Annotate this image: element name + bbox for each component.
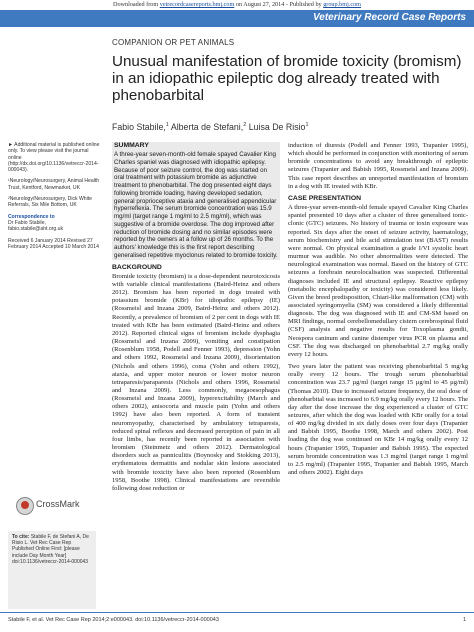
intro-continuation: induction of diuresis (Podell and Fenner 1993, Trapanier 1995), which should be performed in conjunction with monitoring of serum bromide concentrations to avoid any breakthrough of epileptic seizures (Trapanier and Babish 1995, Rossmeisl and Inzana 2009). This case report describes an unreported manifestation of bromism in a dog with IE treated with KBr.	[288, 142, 468, 190]
case-presentation-heading: CASE PRESENTATION	[288, 194, 362, 202]
correspondence-heading: Correspondence to	[8, 213, 55, 220]
summary-box	[112, 142, 280, 260]
case-paragraph: A three-year seven-month-old female spayed Cavalier King Charles spaniel presented 10 days after a cluster of three generalised tonic-clonic (GTC) seizures. No history of trauma or toxin exposure was reported. Six days after the onset of seizure activity, haematology, serum biochemistry and bile acid stimulation test (BAST) results were normal. On physical examination a grade I/VI systolic heart murmur was audible. No other abnormalities were detected. The neurological examination was normal. Based on the history of GTC seizures a forebrain neurolocalisation was suspected. Differential diagnoses included IE and structural epilepsy. Reactive epilepsy (metabolic encephalopathy or toxicity) was considered less likely. Given the breed predisposition, Chiari-like malformation (CM) with associated syringomyelia (SM) was considered a likely differential diagnosis. The dog was diagnosed with IE and CM-SM based on MRI findings, normal cerebellomedullary cistern cerebrospinal fluid (CSF) analysis and negative results for Toxoplasma gondii, Neospora caninum and canine distemper virus PCR on plasma and CSF. The dog was discharged on phenobarbital 2.7 mg/kg orally every 12 hours.	[288, 204, 468, 358]
left-column	[112, 142, 280, 497]
page-number: 1	[462, 617, 466, 623]
crossmark-icon	[16, 497, 34, 515]
article-sidebar	[8, 142, 100, 255]
journal-name: Veterinary Record Case Reports	[312, 12, 466, 23]
download-notice: Downloaded from vetrecordcasereports.bmj.com on August 27, 2014 - Published by group.bmj.com	[113, 1, 361, 8]
citation-text: Stabile F, de Stefani A, De Risio L. Vet Rec Case Rep Published Online First: [please include Day Month Year] doi:10.1136/vetreccr-2014-000043	[12, 534, 89, 565]
article-dates: Received 6 January 2014 Revised 27 February 2014 Accepted 10 March 2014	[8, 237, 99, 250]
crossmark-label: CrossMark	[36, 499, 80, 509]
citation-label: To cite:	[12, 534, 30, 540]
journal-header-bar	[0, 10, 474, 27]
right-column	[288, 142, 468, 481]
summary-heading: SUMMARY	[114, 142, 149, 149]
correspondence-details: Dr Fabio Stabile, fabio.stabile@aht.org.uk	[8, 219, 64, 233]
summary-text: A three-year seven-month-old female spayed Cavalier King Charles spaniel was diagnosed with idiopathic epilepsy. Because of poor seizure control, the dog was started on oral treatment with potassium bromide as adjunctive treatment to phenobarbital. The dog presented eight days following bromide loading, having developed sedation, general proprioceptive ataxia and generalised appendicular hyperreflexia. The serum bromide concentration was 15.9 mg/ml (target range 1 mg/ml to 2.5 mg/ml), which was suggestive of a bromide overdose. The dog improved after reduction of bromide dosing and no similar episodes were reported by the owners at a follow up of 26 months. To the authors' knowledge this is the first report describing generalised repetitive myoclonus related to bromide toxicity.	[114, 151, 278, 259]
section-label: COMPANION OR PET ANIMALS	[112, 38, 235, 47]
affiliation: ¹Neurology/Neurosurgery, Animal Health Trust, Kentford, Newmarket, UK	[8, 178, 100, 191]
affiliation: ²Neurology/Neurosurgery, Dick White Referrals, Six Mile Bottom, UK	[8, 196, 92, 209]
background-heading: BACKGROUND	[112, 263, 162, 271]
crossmark-badge[interactable]	[16, 497, 102, 515]
background-text: Bromide toxicity (bromism) is a dose-dependent neurotoxicosis with variable clinical manifestations (Baird-Heinz and others 2012). Bromism has been reported in dogs treated with potassium bromide (KBr) for idiopathic epilepsy (IE) (Rossmeisl and Inzana 2009, Baird-Heinz and others 2012). Recently, a prevalence of bromism of 2 per cent in dogs with IE treated with KBr has been estimated (Baird-Heinz and others 2012). Reported clinical signs of bromism include dysphagia (Rossmeisl and Inzana 2009), vomiting and constipation (Rosenblum 1958, Podell and Fenner 1993), depression (Yohn and others 1992, Rossmeisl and Inzana 2009), disorientation (Nichols and others 1996), coma (Yohn and others 1992), ataxia, and upper motor neuron or lower motor neuron tetraparesis/paraparesis (Nichols and others 1996, Rossmeisl and Inzana 2009). Less commonly, megaoesophagus (Rossmeisl and Inzana 2009), hyperexcitability (March and others 2002), anisocoria and muscle pain (Yohn and others 1992) have also been reported. A form of transient neuromyopathy, characterised by ambulatory tetraparesis, reduced spinal reflexes and decreased perception of pain in all four limbs, has recently been reported in association with bromism (Steinmetz and others 2012). Dermatological disorders such as panniculitis (Boynosky and Stokking 2013), erythematous dermatitis and nodular skin lesions associated with bromide toxicity have also been reported (Rosenblum 1958, Boothe 1998). Clinical manifestations are reversible following dose reduction or	[112, 272, 280, 492]
case-paragraph: Two years later the patient was receiving phenobarbital 5 mg/kg orally every 12 hours. The trough serum phenobarbital concentration was 23.7 µg/ml (target range 15 µg/ml to 45 µg/ml) (Thomas 2010). Due to increased seizure frequency, the oral dose of phenobarbital was increased to 6.9 mg/kg orally every 12 hours. The day after the dose increase the dog experienced a cluster of GTC seizures, after which the dog was loaded with KBr orally for a total of 400 mg/kg divided in six daily doses over four days (Trapanier and Babish 1995, Boothe 1998, March and others 2002). Post loading the dog was continued on KBr 14 mg/kg orally every 12 hours (Trapanier 1995, Trapanier and Babish 1995). The expected serum bromide concentration was 1.3 mg/ml (target range 1 mg/ml to 2.5 mg/ml) (Trapanier 1995, Trapanier and Babish 1995, March and others 2002). Eight days	[288, 363, 468, 477]
author-list: Fabio Stabile,$^1$ Alberta de Stefani,$^2$ Luisa De Risio$^1$	[112, 122, 309, 132]
citation-box	[8, 531, 96, 609]
author-name: Luisa De Risio	[248, 122, 306, 132]
supplementary-note: ► Additional material is published online only. To view please visit the journal online (http://dx.doi.org/10.1136/vetreccr-2014-000043).	[8, 142, 100, 174]
author-name: Fabio Stabile,	[112, 122, 166, 132]
author-name: Alberta de Stefani,	[170, 122, 244, 132]
footer-citation: Stabile F, et al. Vet Rec Case Rep 2014;2:e000043. doi:10.1136/vetreccr-2014-000043	[8, 617, 219, 623]
journal-site-link[interactable]: vetrecordcasereports.bmj.com	[159, 1, 235, 8]
page-footer	[0, 612, 474, 632]
article-title: Unusual manifestation of bromide toxicity (bromism) in an idiopathic epileptic dog already treated with phenobarbital	[112, 53, 462, 104]
publisher-link[interactable]: group.bmj.com	[323, 1, 361, 8]
